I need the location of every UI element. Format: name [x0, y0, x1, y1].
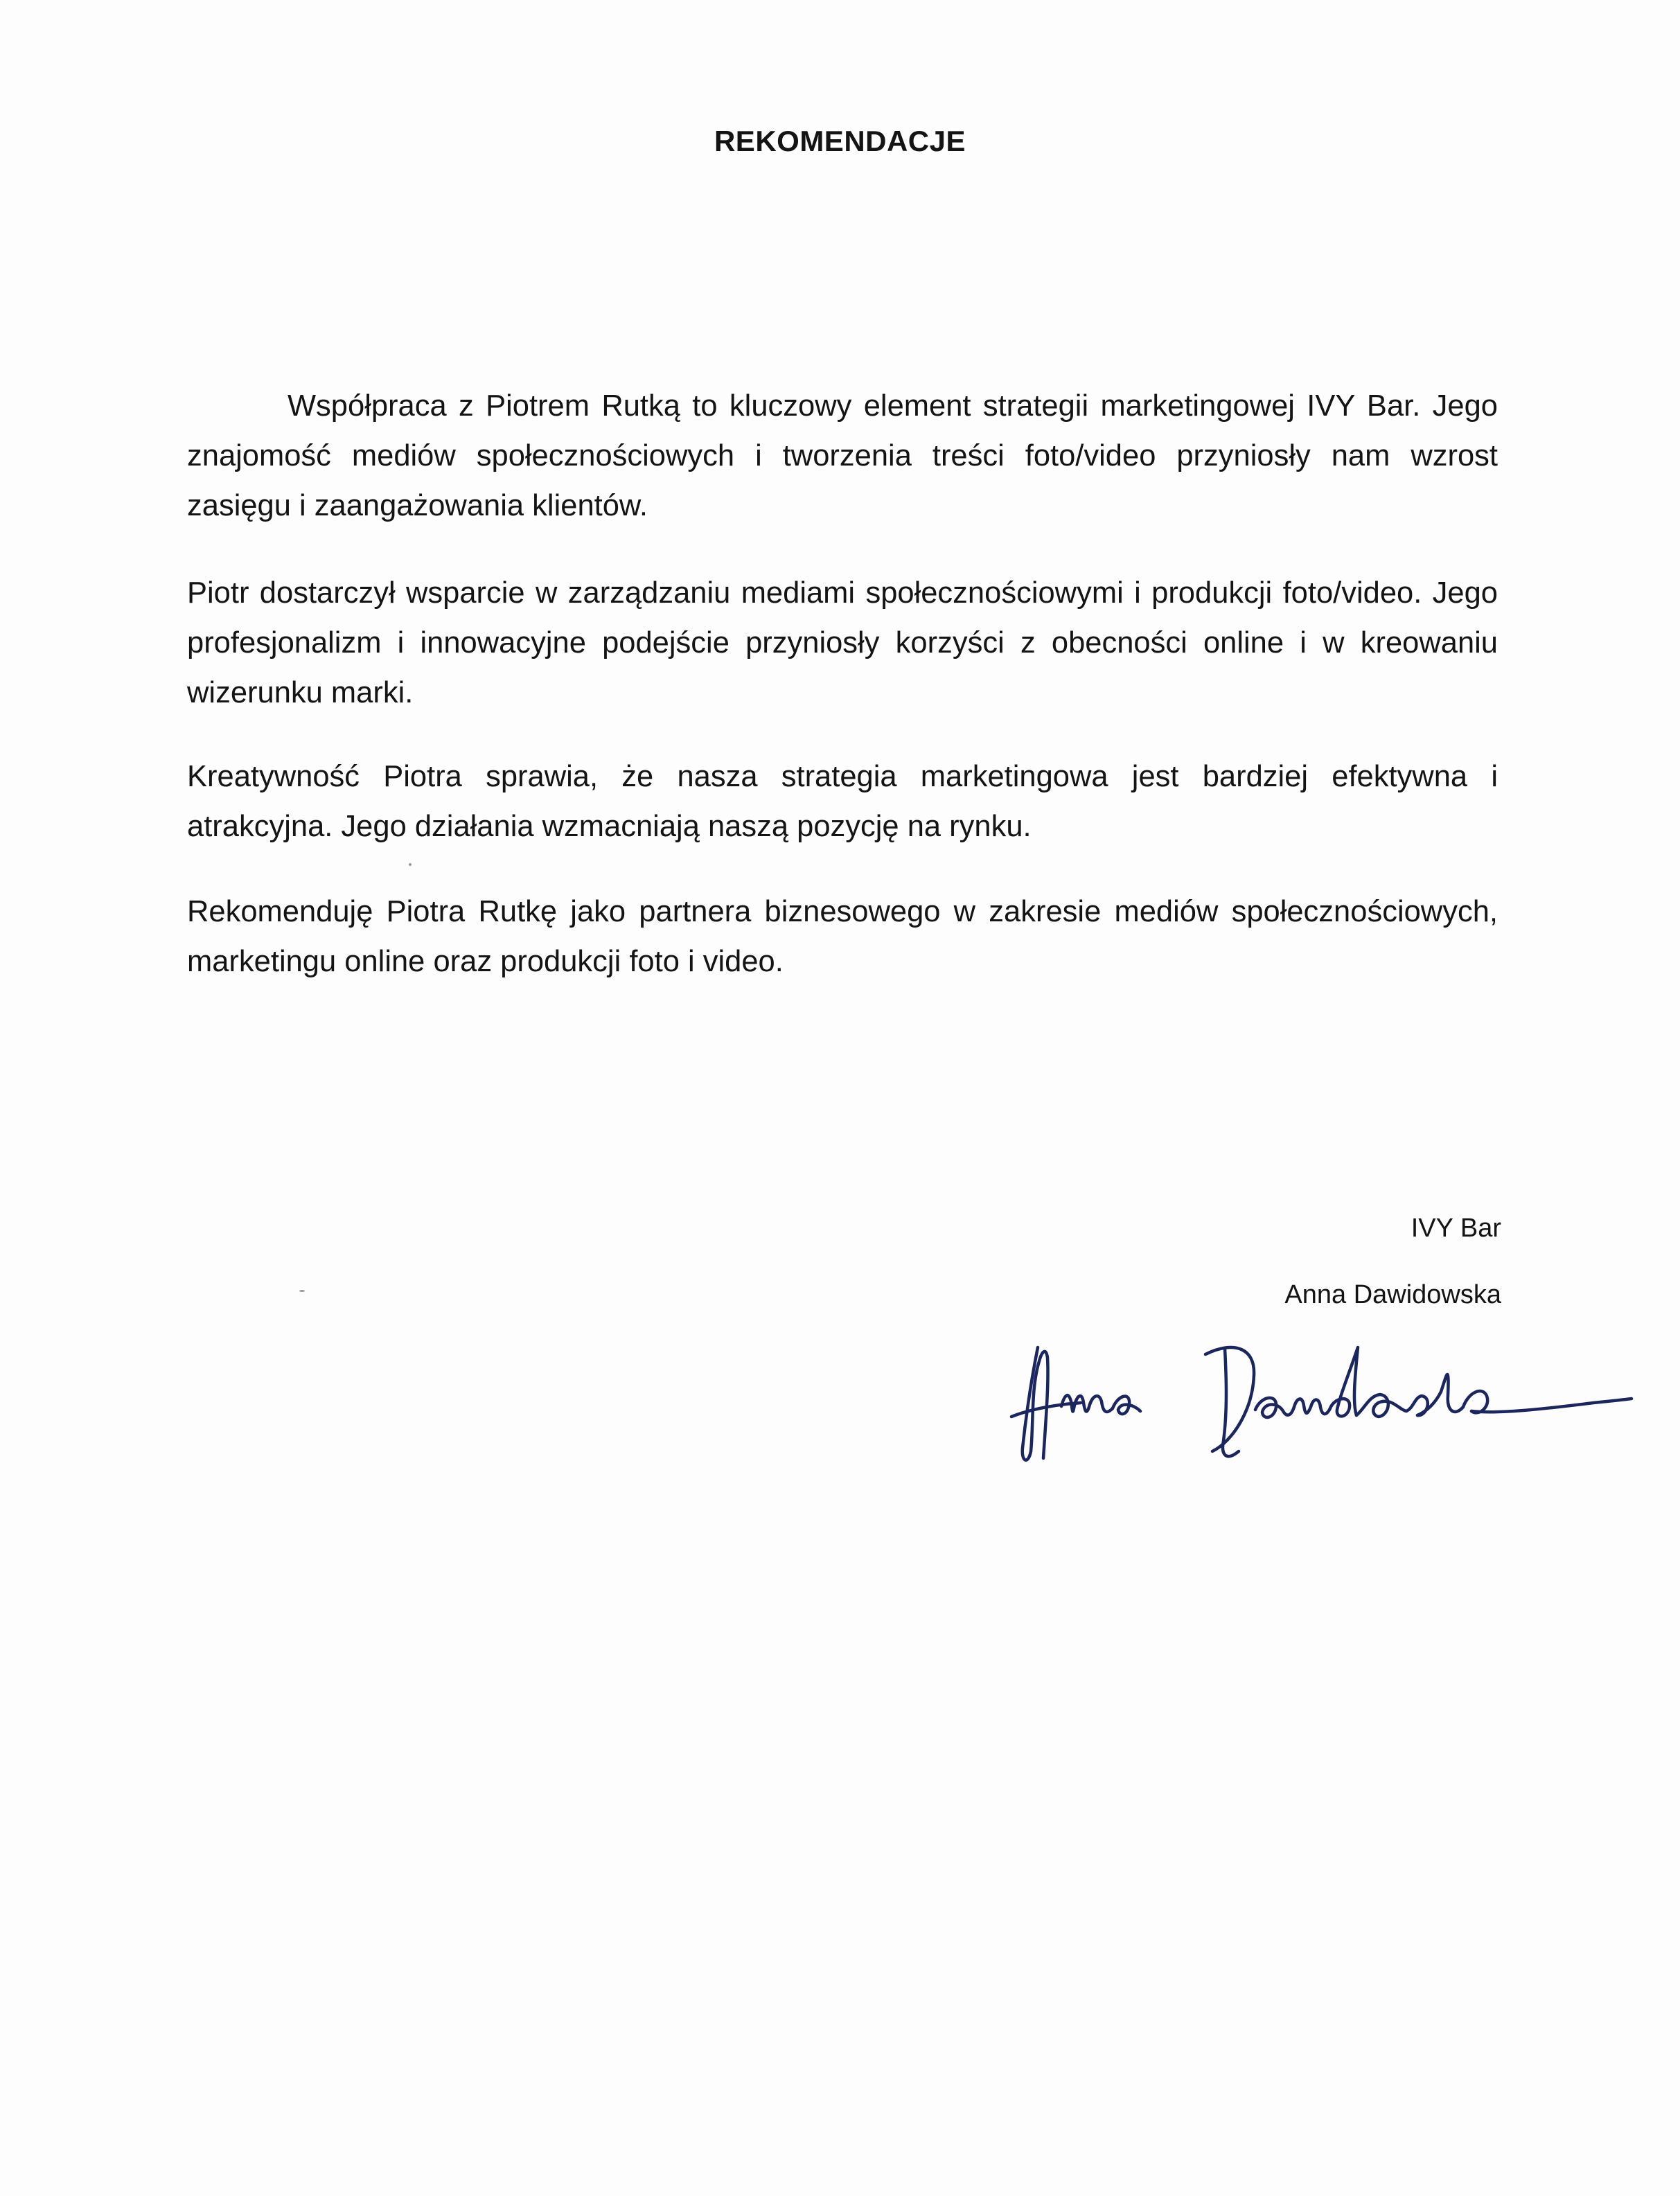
signatory-name: Anna Dawidowska [1284, 1280, 1501, 1309]
handwritten-signature [998, 1320, 1635, 1486]
paragraph-creativity: Kreatywność Piotra sprawia, że nasza strategia marketingowa jest bardziej efektywna i atrakcyjna. Jego działania wzmacniają naszą pozycję na rynku. [187, 760, 1498, 843]
paragraph-support: Piotr dostarczył wsparcie w zarządzaniu mediami społecznościowymi i produkcji foto/video. Jego profesjonalizm i innowacyjne podejście przyniosły korzyści z obecności online i w kreowaniu wizerunku marki. [187, 576, 1498, 709]
company-name: IVY Bar [1411, 1214, 1501, 1243]
paragraph-intro: Współpraca z Piotrem Rutką to kluczowy element strategii marketingowej IVY Bar. Jego znajomość mediów społecznościowych i tworzenia treści foto/video przyniosły nam wzrost zasięgu i zaangażowania klientów. [187, 389, 1498, 522]
paragraph-recommendation: Rekomenduję Piotra Rutkę jako partnera biznesowego w zakresie mediów społecznościowych, marketingu online oraz produkcji foto i video. [187, 895, 1498, 978]
paper-speck [299, 1290, 305, 1292]
paper-speck [409, 863, 412, 866]
document-title: REKOMENDACJE [714, 125, 966, 157]
